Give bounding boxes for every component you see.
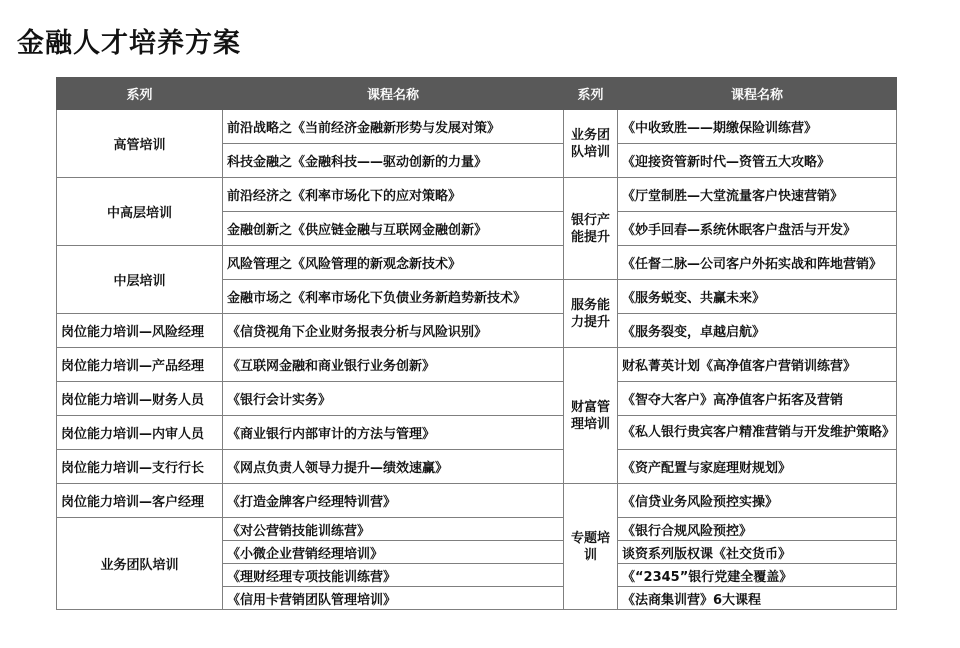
course-cell: 《厅堂制胜—大堂流量客户快速营销》 [618,178,897,212]
course-cell: 《银行会计实务》 [223,382,564,416]
series-cell: 岗位能力培训—支行行长 [57,450,223,484]
course-cell: 《打造金牌客户经理特训营》 [223,484,564,518]
course-cell: 《信用卡营销团队管理培训》 [223,587,564,610]
header-series-right: 系列 [564,78,618,110]
course-cell: 《信贷业务风险预控实操》 [618,484,897,518]
course-cell: 前沿经济之《利率市场化下的应对策略》 [223,178,564,212]
course-cell: 《“2345”银行党建全覆盖》 [618,564,897,587]
header-series-left: 系列 [57,78,223,110]
series-cell: 银行产能提升 [564,178,618,280]
series-cell: 专题培训 [564,484,618,610]
course-cell: 《小微企业营销经理培训》 [223,541,564,564]
course-cell: 《妙手回春—系统休眠客户盘活与开发》 [618,212,897,246]
table-row [57,518,897,541]
course-cell: 金融创新之《供应链金融与互联网金融创新》 [223,212,564,246]
page-title: 金融人才培养方案 [17,28,241,59]
table-row [57,416,897,450]
series-cell: 中高层培训 [57,178,223,246]
series-cell: 岗位能力培训—财务人员 [57,382,223,416]
series-cell: 财富管理培训 [564,348,618,484]
training-table [56,77,897,610]
table-row [57,314,897,348]
header-course-left: 课程名称 [223,78,564,110]
course-cell: 谈资系列版权课《社交货币》 [618,541,897,564]
course-cell: 金融市场之《利率市场化下负债业务新趋势新技术》 [223,280,564,314]
series-cell: 中层培训 [57,246,223,314]
table-row [57,382,897,416]
course-cell: 财私菁英计划《高净值客户营销训练营》 [618,348,897,382]
course-cell: 《对公营销技能训练营》 [223,518,564,541]
course-cell: 《迎接资管新时代—资管五大攻略》 [618,144,897,178]
course-cell: 《信贷视角下企业财务报表分析与风险识别》 [223,314,564,348]
series-cell: 岗位能力培训—产品经理 [57,348,223,382]
series-cell: 服务能力提升 [564,280,618,348]
table-header-row [57,78,897,110]
course-cell: 《互联网金融和商业银行业务创新》 [223,348,564,382]
course-cell: 《网点负责人领导力提升—绩效速赢》 [223,450,564,484]
table-row [57,484,897,518]
table-row [57,110,897,144]
series-cell: 岗位能力培训—风险经理 [57,314,223,348]
course-cell: 《服务蜕变、共赢未来》 [618,280,897,314]
course-cell: 《中收致胜——期缴保险训练营》 [618,110,897,144]
course-cell: 《智夺大客户》高净值客户拓客及营销 [618,382,897,416]
course-cell: 风险管理之《风险管理的新观念新技术》 [223,246,564,280]
course-cell: 《银行合规风险预控》 [618,518,897,541]
series-cell: 高管培训 [57,110,223,178]
table-row [57,178,897,212]
table-row [57,348,897,382]
course-cell: 《理财经理专项技能训练营》 [223,564,564,587]
series-cell: 岗位能力培训—内审人员 [57,416,223,450]
course-cell: 《任督二脉—公司客户外拓实战和阵地营销》 [618,246,897,280]
course-cell: 《私人银行贵宾客户精准营销与开发维护策略》 [618,416,897,450]
course-cell: 《商业银行内部审计的方法与管理》 [223,416,564,450]
table-row [57,450,897,484]
course-cell: 《法商集训营》6大课程 [618,587,897,610]
course-cell: 《服务裂变，卓越启航》 [618,314,897,348]
course-cell: 《资产配置与家庭理财规划》 [618,450,897,484]
course-cell: 前沿战略之《当前经济金融新形势与发展对策》 [223,110,564,144]
course-cell: 科技金融之《金融科技——驱动创新的力量》 [223,144,564,178]
series-cell: 业务团队培训 [564,110,618,178]
series-cell: 业务团队培训 [57,518,223,610]
series-cell: 岗位能力培训—客户经理 [57,484,223,518]
table-row [57,246,897,280]
header-course-right: 课程名称 [618,78,897,110]
